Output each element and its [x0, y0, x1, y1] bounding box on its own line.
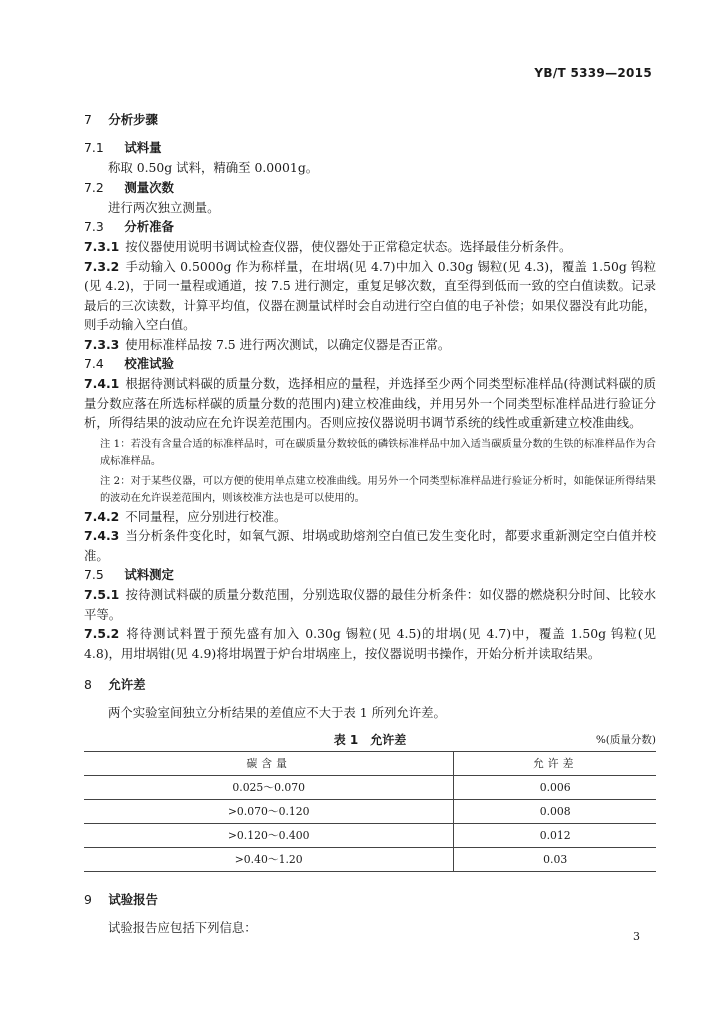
column-header-carbon-content: 碳含量 — [84, 751, 454, 775]
clause-text: 按仪器使用说明书调试检查仪器，使仪器处于正常稳定状态。选择最佳分析条件。 — [125, 239, 572, 254]
clause-number: 7.3.3 — [84, 336, 120, 352]
section-8-heading — [84, 675, 656, 695]
tolerance-table — [84, 751, 656, 872]
section-7-heading — [84, 110, 656, 130]
section-7-3-heading — [84, 217, 656, 237]
section-number: 7.4 — [84, 356, 104, 371]
carbon-range-cell: >0.120～0.400 — [84, 823, 454, 847]
section-number: 7.5 — [84, 567, 104, 582]
section-9-text: 试验报告应包括下列信息： — [108, 919, 257, 935]
note-1: 注 1：若没有含量合适的标准样品时，可在碳质量分数较低的磷铁标准样品中加入适当碳质量分数的生铁的标准样品作为合成标准样品。 — [100, 438, 656, 467]
clause-7-4-1 — [84, 374, 656, 433]
content-body — [84, 104, 656, 937]
section-number: 7 — [84, 112, 92, 127]
clause-7-4-2 — [84, 507, 656, 527]
section-number: 8 — [84, 677, 92, 692]
section-title: 测量次数 — [124, 179, 174, 195]
clause-7-3-1 — [84, 237, 656, 257]
section-number: 7.1 — [84, 140, 104, 155]
section-7-4-heading — [84, 354, 656, 374]
section-9-heading — [84, 890, 656, 910]
tolerance-cell: 0.012 — [454, 823, 656, 847]
section-number: 9 — [84, 891, 92, 907]
column-header-tolerance: 允许差 — [454, 751, 656, 775]
section-number: 7.3 — [84, 219, 104, 234]
section-7-5-heading — [84, 565, 656, 585]
table-header-row — [84, 751, 656, 775]
section-title: 允许差 — [108, 677, 146, 692]
section-title: 分析准备 — [124, 219, 174, 234]
section-number: 7.2 — [84, 179, 104, 195]
carbon-range-cell: 0.025～0.070 — [84, 775, 454, 799]
clause-text: 根据待测试料碳的质量分数，选择相应的量程，并选择至少两个同类型标准样品(待测试料碳的质量分数应落在所选标样碳的质量分数的范围内)建立校准曲线，并用另外一个同类型标准样品进行验证分析，所得结果的波动应在允许误差范围内。否则应按仪器说明书调节系统的线性或重新建立校准曲线。 — [84, 376, 656, 430]
clause-number: 7.3.2 — [84, 258, 120, 274]
section-title: 试料测定 — [124, 567, 174, 582]
section-7-1-heading — [84, 138, 656, 158]
table-row — [84, 775, 656, 799]
tolerance-cell: 0.006 — [454, 775, 656, 799]
clause-number: 7.4.3 — [84, 528, 120, 543]
section-7-1-text: 称取 0.50g 试料，精确至 0.0001g。 — [108, 160, 319, 175]
section-title: 分析步骤 — [108, 112, 158, 127]
section-8-text: 两个实验室间独立分析结果的差值应不大于表 1 所列允许差。 — [108, 705, 446, 720]
table-row — [84, 847, 656, 871]
page-number: 3 — [633, 930, 640, 943]
clause-text: 将待测试料置于预先盛有加入 0.30g 锡粒(见 4.5)的坩埚(见 4.7)中，覆盖 1.50g 钨粒(见 4.8)，用坩埚钳(见 4.9)将坩埚置于炉台坩埚座上，按仪器说明书操作，开始分析并读取结果。 — [84, 626, 656, 661]
note-2: 注 2：对于某些仪器，可以方便的使用单点建立校准曲线。用另外一个同类型标准样品进行验证分析时，如能保证所得结果的波动在允许误差范围内，则该校准方法也是可以使用的。 — [100, 475, 656, 504]
tolerance-cell: 0.03 — [454, 847, 656, 871]
carbon-range-cell: >0.070～0.120 — [84, 799, 454, 823]
clause-text: 手动输入 0.5000g 作为称样量，在坩埚(见 4.7)中加入 0.30g 锡粒(见 4.3)，覆盖 1.50g 钨粒(见 4.2)，于同一量程或通道，按 7.5 进行测定，重复足够次数，直至得到低而一致的空白值读数。记录最后的三次读数，计算平均值，仪器在测量试样时会自动进行空白值的电子补偿；如果仪器没有此功能，则手动输入空白值。 — [84, 258, 656, 332]
clause-7-5-1 — [84, 585, 656, 624]
clause-number: 7.5.2 — [84, 626, 120, 641]
table-row — [84, 823, 656, 847]
clause-7-3-3 — [84, 335, 656, 355]
clause-text: 按待测试料碳的质量分数范围，分别选取仪器的最佳分析条件：如仪器的燃烧积分时间、比较水平等。 — [84, 587, 656, 622]
table-unit: %(质量分数) — [595, 733, 656, 746]
section-7-2-text: 进行两次独立测量。 — [108, 199, 220, 215]
clause-text: 不同量程，应分别进行校准。 — [125, 508, 287, 524]
clause-7-5-2 — [84, 624, 656, 663]
section-title: 试验报告 — [108, 891, 158, 907]
carbon-range-cell: >0.40～1.20 — [84, 847, 454, 871]
document-id: YB/T 5339—2015 — [534, 66, 652, 80]
tolerance-cell: 0.008 — [454, 799, 656, 823]
clause-number: 7.3.1 — [84, 239, 120, 254]
clause-number: 7.5.1 — [84, 587, 120, 602]
clause-number: 7.4.2 — [84, 508, 120, 524]
clause-7-3-2 — [84, 257, 656, 335]
section-title: 校准试验 — [124, 356, 174, 371]
clause-number: 7.4.1 — [84, 376, 120, 391]
section-title: 试料量 — [124, 140, 162, 155]
table-caption: 表 1 允许差 — [333, 732, 407, 747]
table-1-caption-row — [84, 729, 656, 751]
clause-text: 使用标准样品按 7.5 进行两次测试，以确定仪器是否正常。 — [125, 336, 451, 352]
clause-7-4-3 — [84, 526, 656, 565]
clause-text: 当分析条件变化时，如氧气源、坩埚或助熔剂空白值已发生变化时，都要求重新测定空白值并校准。 — [84, 528, 656, 563]
table-row — [84, 799, 656, 823]
section-7-2-heading — [84, 178, 656, 198]
